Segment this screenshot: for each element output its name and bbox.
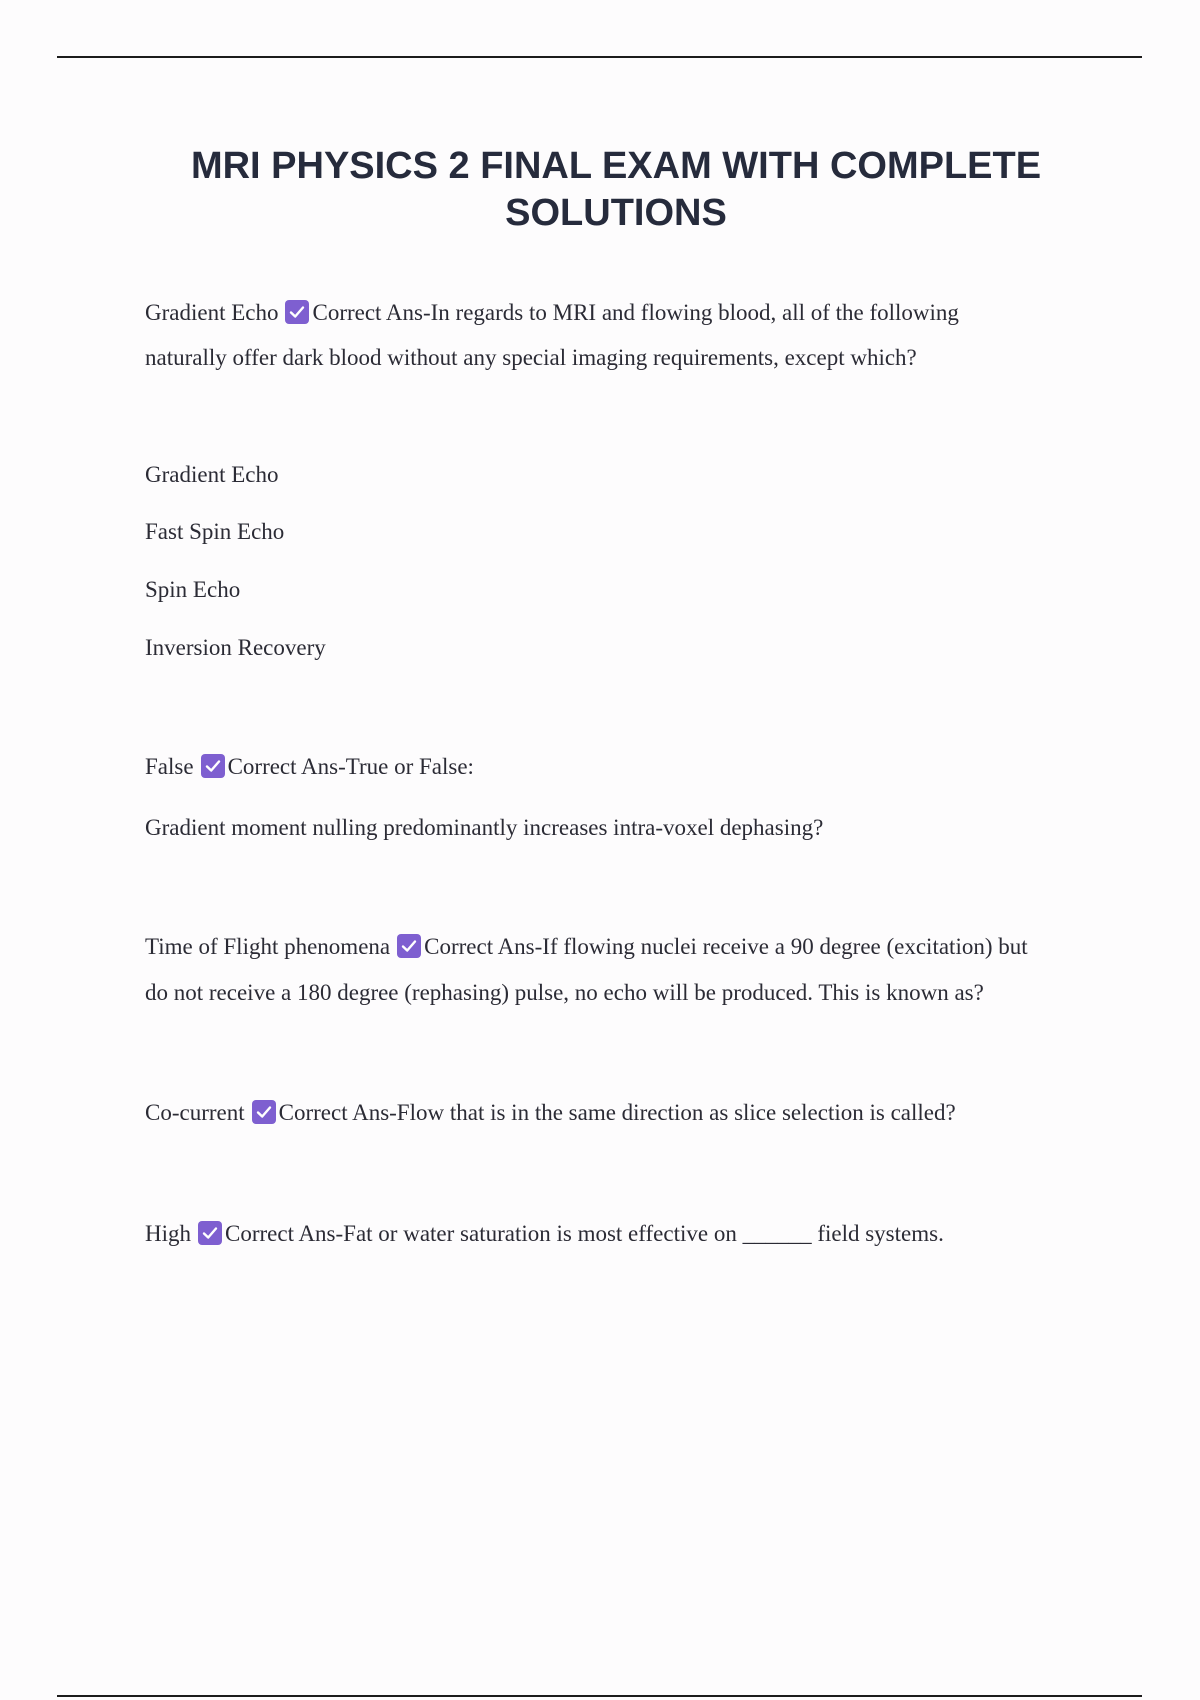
answer-text: Gradient Echo	[145, 300, 279, 325]
check-box-icon	[285, 300, 309, 324]
qa-item-5-line-1	[145, 1219, 944, 1249]
top-rule	[57, 56, 1142, 58]
qa-item-1-line-2: naturally offer dark blood without any special imaging requirements, except which?	[145, 345, 917, 370]
check-box-icon	[252, 1100, 276, 1124]
answer-text: Time of Flight phenomena	[145, 934, 391, 959]
answer-text: Co-current	[145, 1100, 245, 1125]
option-item: Fast Spin Echo	[145, 519, 285, 544]
answer-text: High	[145, 1221, 191, 1246]
check-box-icon	[201, 754, 225, 778]
qa-item-4-line-1	[145, 1098, 956, 1128]
qa-item-3-line-2: do not receive a 180 degree (rephasing) pulse, no echo will be produced. This is known as?	[145, 980, 984, 1005]
qa-item-3-line-1	[145, 932, 1028, 962]
qa-item-2-line-1	[145, 752, 474, 782]
check-box-icon	[397, 934, 421, 958]
qa-item-1-line-1	[145, 298, 959, 328]
document-title: MRI PHYSICS 2 FINAL EXAM WITH COMPLETE SOLUTIONS	[190, 145, 1042, 234]
bottom-rule	[57, 1695, 1142, 1697]
qa-item-2-line-2: Gradient moment nulling predominantly increases intra-voxel dephasing?	[145, 815, 824, 840]
check-box-icon	[198, 1221, 222, 1245]
question-text: Correct Ans-Flow that is in the same direction as slice selection is called?	[278, 1100, 956, 1125]
question-text: Correct Ans-In regards to MRI and flowing blood, all of the following	[312, 300, 959, 325]
option-item: Gradient Echo	[145, 462, 279, 487]
question-text: Correct Ans-If flowing nuclei receive a 90 degree (excitation) but	[424, 934, 1028, 959]
answer-text: False	[145, 754, 194, 779]
question-text: Correct Ans-Fat or water saturation is most effective on ______ field systems.	[225, 1221, 944, 1246]
option-item: Spin Echo	[145, 577, 241, 602]
question-text: Correct Ans-True or False:	[227, 754, 474, 779]
option-item: Inversion Recovery	[145, 635, 326, 660]
